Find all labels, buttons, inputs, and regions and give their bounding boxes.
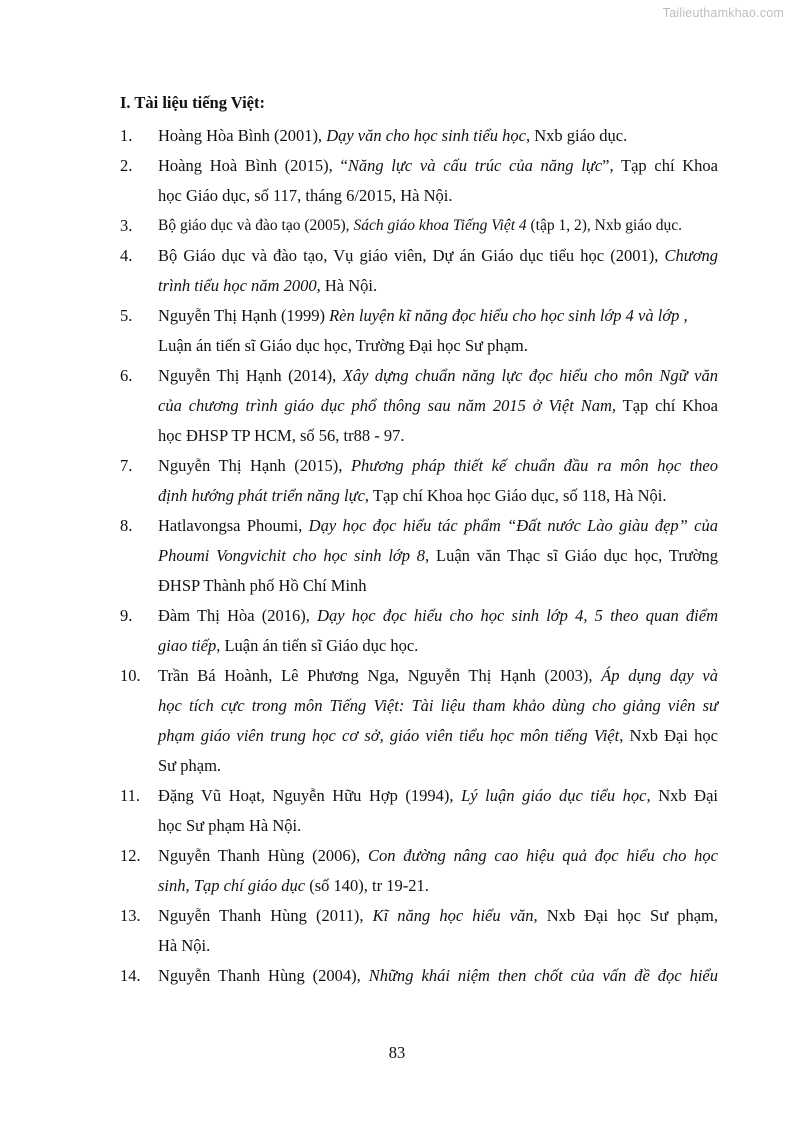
reference-text: , Nxb giáo dục.: [525, 126, 628, 145]
reference-text: Nguyễn Thị Hạnh (1999): [158, 306, 330, 325]
reference-title-text: Rèn luyện kĩ năng đọc hiểu cho học sinh lớp 4 và lớp ,: [329, 306, 688, 325]
reference-text: học Sư phạm Hà Nội.: [158, 816, 302, 835]
reference-text: ”, Tạp chí Khoa: [602, 156, 718, 175]
reference-number: 11.: [120, 786, 141, 805]
reference-text: Nguyễn Thanh Hùng (2006),: [158, 846, 369, 865]
reference-line: [158, 846, 718, 866]
reference-title-text: sinh: [158, 876, 186, 895]
reference-line: [158, 516, 718, 536]
reference-text: (số 140), tr 19-21.: [305, 876, 429, 895]
reference-text: , Luận án tiến sĩ Giáo dục học.: [216, 636, 419, 655]
reference-text: học ĐHSP TP HCM, số 56, tr88 - 97.: [158, 426, 405, 445]
reference-text: Luận án tiến sĩ Giáo dục học, Trường Đại học Sư phạm.: [158, 336, 528, 355]
reference-title-text: giao tiếp: [158, 636, 217, 655]
reference-line: [158, 876, 718, 896]
reference-text: ,: [185, 876, 194, 895]
reference-text: , Luận văn Thạc sĩ Giáo dục học, Trường: [425, 546, 718, 565]
reference-number: 1.: [120, 126, 133, 145]
reference-title-text: Năng lực và cấu trúc của năng lực: [347, 156, 603, 175]
reference-text: Hatlavongsa Phoumi,: [158, 516, 309, 535]
reference-text: Nguyễn Thị Hạnh (2015),: [158, 456, 351, 475]
reference-line: [158, 186, 718, 206]
reference-line: [158, 426, 718, 446]
reference-text: (tập 1, 2), Nxb giáo dục.: [526, 217, 683, 234]
reference-line: [158, 816, 718, 836]
reference-title-text: Xây dựng chuẩn năng lực đọc hiểu cho môn Ngữ văn: [342, 366, 718, 385]
reference-number: 5.: [120, 306, 133, 325]
reference-number: 13.: [120, 906, 141, 925]
reference-line: [158, 486, 718, 506]
reference-text: , Hà Nội.: [316, 276, 378, 295]
reference-line: [158, 636, 718, 656]
reference-line: [158, 276, 718, 296]
reference-title-text: Áp dụng dạy và: [601, 666, 718, 685]
reference-text: Nguyễn Thanh Hùng (2004),: [158, 966, 369, 985]
page-number: 83: [388, 1043, 406, 1062]
reference-number: 6.: [120, 366, 133, 385]
reference-text: Tạp chí Khoa: [616, 396, 718, 415]
reference-line: [158, 126, 718, 146]
reference-line: [158, 216, 718, 236]
reference-title-text: Phoumi Vongvichit cho học sinh lớp 8: [158, 546, 426, 565]
reference-line: [158, 336, 718, 356]
reference-line: [158, 726, 718, 746]
reference-title-text: Con đường nâng cao hiệu quả đọc hiểu cho học: [368, 846, 718, 865]
reference-text: ĐHSP Thành phố Hồ Chí Minh: [158, 576, 367, 595]
reference-number: 14.: [120, 966, 141, 985]
reference-line: [158, 396, 718, 416]
reference-title-text: Những khái niệm then chốt của vấn đề đọc hiểu: [368, 966, 718, 985]
reference-title-text: Kĩ năng học hiểu văn: [372, 906, 534, 925]
reference-text: , Nxb Đại học: [619, 726, 718, 745]
reference-text: học Giáo dục, số 117, tháng 6/2015, Hà Nội.: [158, 186, 453, 205]
reference-text: , Nxb Đại học Sư phạm,: [533, 906, 718, 925]
reference-line: [158, 156, 718, 176]
reference-number: 12.: [120, 846, 141, 865]
reference-text: Hoàng Hoà Bình (2015), “: [158, 156, 348, 175]
reference-text: Bộ Giáo dục và đào tạo, Vụ giáo viên, Dự án Giáo dục tiểu học (2001),: [158, 246, 665, 265]
reference-text: Hà Nội.: [158, 936, 211, 955]
watermark: Tailieuthamkhao.com: [662, 6, 784, 20]
reference-number: 7.: [120, 456, 133, 475]
reference-title-text: của chương trình giáo dục phổ thông sau năm 2015 ở Việt Nam,: [158, 396, 616, 415]
reference-line: [158, 756, 718, 776]
reference-line: [158, 246, 718, 266]
reference-number: 2.: [120, 156, 133, 175]
reference-title-text: Dạy học đọc hiểu cho học sinh lớp 4, 5 theo quan điểm: [317, 606, 718, 625]
reference-text: Trần Bá Hoành, Lê Phương Nga, Nguyễn Thị Hạnh (2003),: [158, 666, 602, 685]
reference-title-text: phạm giáo viên trung học cơ sở, giáo viên tiểu học môn tiếng Việt: [158, 726, 620, 745]
reference-line: [158, 576, 718, 596]
reference-title-text: Lý luận giáo dục tiểu học: [461, 786, 647, 805]
reference-text: , Nxb Đại: [646, 786, 718, 805]
reference-number: 3.: [120, 216, 133, 235]
section-heading: I. Tài liệu tiếng Việt:: [120, 93, 265, 112]
reference-title-text: học tích cực trong môn Tiếng Việt: Tài liệu tham khảo dùng cho giảng viên sư: [158, 696, 718, 715]
reference-text: Đặng Vũ Hoạt, Nguyễn Hữu Hợp (1994),: [158, 786, 462, 805]
reference-line: [158, 366, 718, 386]
reference-line: [158, 606, 718, 626]
reference-line: [158, 696, 718, 716]
reference-line: [158, 666, 718, 686]
reference-title-text: Phương pháp thiết kế chuẩn đầu ra môn học theo: [350, 456, 718, 475]
reference-title-text: Dạy văn cho học sinh tiểu học: [326, 126, 526, 145]
reference-title-text: định hướng phát triển năng lực: [158, 486, 365, 505]
reference-line: [158, 456, 718, 476]
reference-number: 8.: [120, 516, 133, 535]
reference-line: [158, 966, 718, 986]
reference-text: Đàm Thị Hòa (2016),: [158, 606, 318, 625]
reference-text: Sư phạm.: [158, 756, 222, 775]
reference-title-text: Chương: [664, 246, 718, 265]
reference-title-text: trình tiểu học năm 2000: [158, 276, 317, 295]
reference-number: 10.: [120, 666, 141, 685]
reference-number: 4.: [120, 246, 133, 265]
reference-title-text: Dạy học đọc hiểu tác phẩm “Đất nước Lào giàu đẹp” của: [308, 516, 718, 535]
reference-title-text: Tạp chí giáo dục: [193, 876, 306, 895]
reference-number: 9.: [120, 606, 133, 625]
reference-text: Nguyễn Thanh Hùng (2011),: [158, 906, 373, 925]
reference-line: [158, 786, 718, 806]
reference-line: [158, 306, 718, 326]
reference-text: Hoàng Hòa Bình (2001),: [158, 126, 327, 145]
reference-text: , Tạp chí Khoa học Giáo dục, số 118, Hà Nội.: [364, 486, 667, 505]
reference-line: [158, 936, 718, 956]
reference-text: Bộ giáo dục và đào tạo (2005),: [158, 217, 354, 234]
reference-text: Nguyễn Thị Hạnh (2014),: [158, 366, 343, 385]
reference-title-text: Sách giáo khoa Tiếng Việt 4: [353, 217, 527, 234]
reference-line: [158, 546, 718, 566]
reference-line: [158, 906, 718, 926]
